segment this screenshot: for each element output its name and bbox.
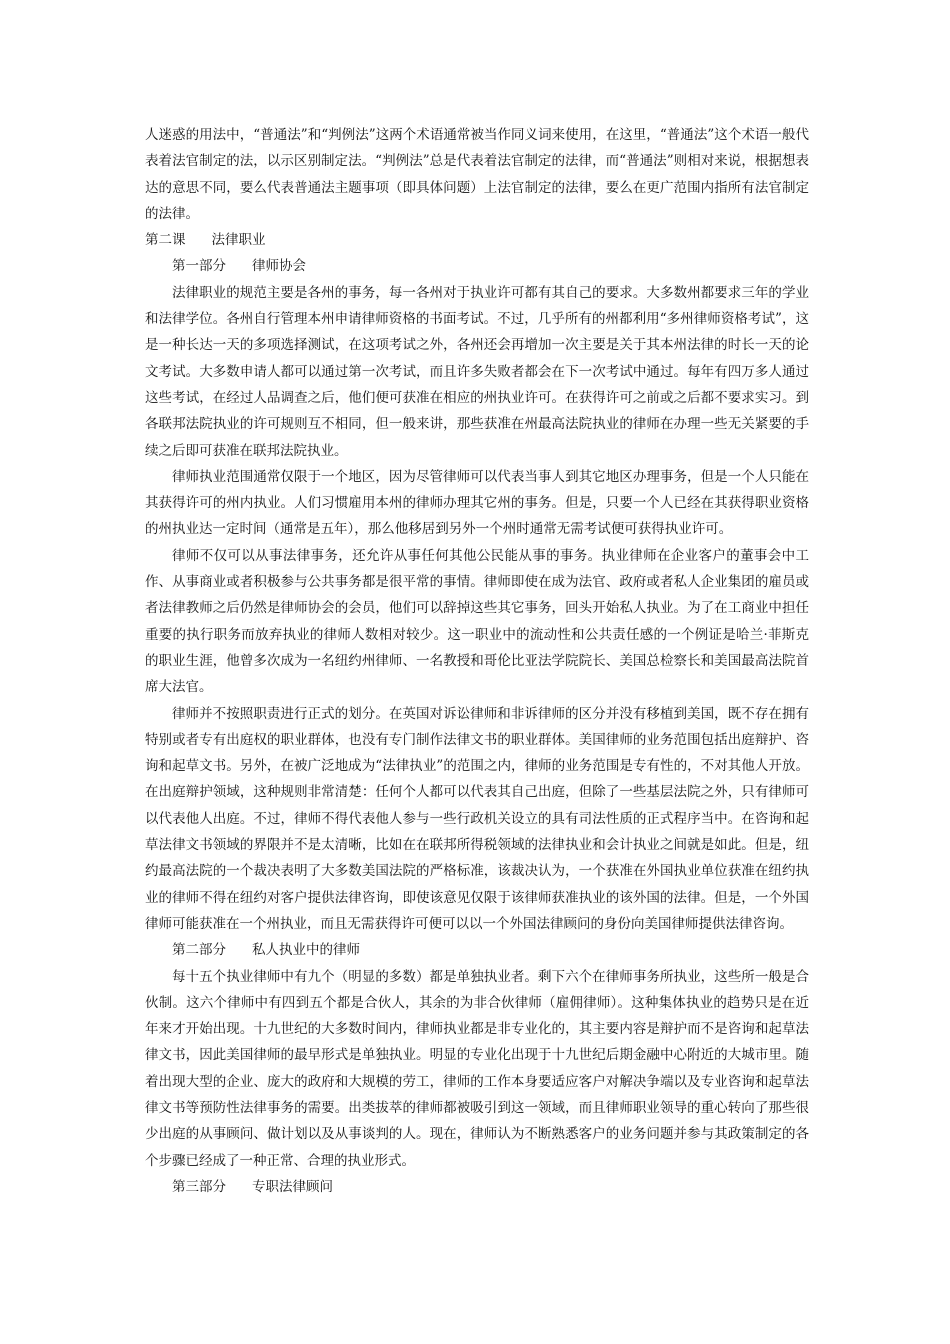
body-paragraph: 每十五个执业律师中有九个（明显的多数）都是单独执业者。剩下六个在律师事务所执业，这些所一般是合伙制。这六个律师中有四到五个都是合伙人，其余的为非合伙律师（雇佣律师）。这种集体执业的趋势只是在近年来才开始出现。十九世纪的大多数时间内，律师执业都是非专业化的，其主要内容是辩护而不是咨询和起草法律文书，因此美国律师的最早形式是单独执业。明显的专业化出现于十九世纪后期金融中心附近的大城市里。随着出现大型的企业、庞大的政府和大规模的劳工，律师的工作本身要适应客户对解决争端以及专业咨询和起草法律文书等预防性法律事务的需要。出类拔萃的律师都被吸引到这一领域，而且律师职业领导的重心转向了那些很少出庭的从事顾问、做计划以及从事谈判的人。现在，律师认为不断熟悉客户的业务问题并参与其政策制定的各个步骤已经成了一种正常、合理的执业形式。	[145, 968, 809, 1169]
section-heading-part1	[145, 253, 809, 279]
body-paragraph: 法律职业的规范主要是各州的事务，每一各州对于执业许可都有其自己的要求。大多数州都要求三年的学业和法律学位。各州自行管理本州申请律师资格的书面考试。不过，几乎所有的州都利用“多州律师资格考试”，这是一种长达一天的多项选择测试，在这项考试之外，各州还会再增加一次主要是关于其本州法律的时长一天的论文考试。大多数申请人都可以通过第一次考试，而且许多失败者都会在下一次考试中通过。每年有四万多人通过这些考试，在经过人品调查之后，他们便可获准在相应的州执业许可。在获得许可之前或之后都不要求实习。到各联邦法院执业的许可规则互不相同，但一般来讲，那些获准在州最高法院执业的律师在办理一些无关紧要的手续之后即可获准在联邦法院执业。	[145, 284, 809, 459]
chapter-number: 第二课	[145, 232, 186, 249]
section-number: 第二部分	[172, 942, 226, 959]
document-page	[145, 122, 809, 1200]
body-paragraph: 律师并不按照职责进行正式的划分。在英国对诉讼律师和非诉律师的区分并没有移植到美国，既不存在拥有特别或者专有出庭权的职业群体，也没有专门制作法律文书的职业群体。美国律师的业务范围包括出庭辩护、咨询和起草文书。另外，在被广泛地成为“法律执业”的范围之内，律师的业务范围是专有性的，不对其他人开放。在出庭辩护领域，这种规则非常清楚：任何个人都可以代表其自己出庭，但除了一些基层法院之外，只有律师可以代表他人出庭。不过，律师不得代表他人参与一些行政机关设立的具有司法性质的正式程序当中。在咨询和起草法律文书领域的界限并不是太清晰，比如在在联邦所得税领域的法律执业和会计执业之间就是如此。但是，纽约最高法院的一个裁决表明了大多数美国法院的严格标准，该裁决认为，一个获准在外国执业单位获准在纽约执业的律师不得在纽约对客户提供法律咨询，即使该意见仅限于该律师获准执业的该外国的法律。但是，一个外国律师可能获准在一个州执业，而且无需获得许可便可以以一个外国法律顾问的身份向美国律师提供法律咨询。	[145, 705, 809, 932]
section-number: 第一部分	[172, 258, 226, 275]
body-paragraph: 律师不仅可以从事法律事务，还允许从事任何其他公民能从事的事务。执业律师在企业客户的董事会中工作、从事商业或者积极参与公共事务都是很平常的事情。律师即使在成为法官、政府或者私人企业集团的雇员或者法律教师之后仍然是律师协会的会员，他们可以辞掉这些其它事务，回头开始私人执业。为了在工商业中担任重要的执行职务而放弃执业的律师人数相对较少。这一职业中的流动性和公共责任感的一个例证是哈兰·菲斯克的职业生涯，他曾多次成为一名纽约州律师、一名教授和哥伦比亚法学院院长、美国总检察长和美国最高法院首席大法官。	[145, 547, 809, 696]
section-title: 律师协会	[252, 258, 306, 275]
chapter-title: 法律职业	[211, 232, 266, 249]
section-heading-part3	[145, 1174, 809, 1200]
body-paragraph: 律师执业范围通常仅限于一个地区，因为尽管律师可以代表当事人到其它地区办理事务，但是一个人只能在其获得许可的州内执业。人们习惯雇用本州的律师办理其它州的事务。但是，只要一个人已经在其获得职业资格的州执业达一定时间（通常是五年），那么他移居到另外一个州时通常无需考试便可获得执业许可。	[145, 468, 809, 538]
section-heading-part2	[145, 937, 809, 963]
section-number: 第三部分	[172, 1178, 226, 1195]
chapter-heading	[145, 227, 809, 253]
intro-paragraph: 人迷惑的用法中，“普通法”和“判例法”这两个术语通常被当作同义词来使用，在这里，“普通法”这个术语一般代表着法官制定的法，以示区别制定法。“判例法”总是代表着法官制定的法律，而“普通法”则相对来说，根据想表达的意思不同，要么代表普通法主题事项（即具体问题）上法官制定的法律，要么在更广范围内指所有法官制定的法律。	[145, 127, 809, 222]
section-title: 私人执业中的律师	[252, 942, 360, 959]
section-title: 专职法律顾问	[252, 1178, 333, 1195]
